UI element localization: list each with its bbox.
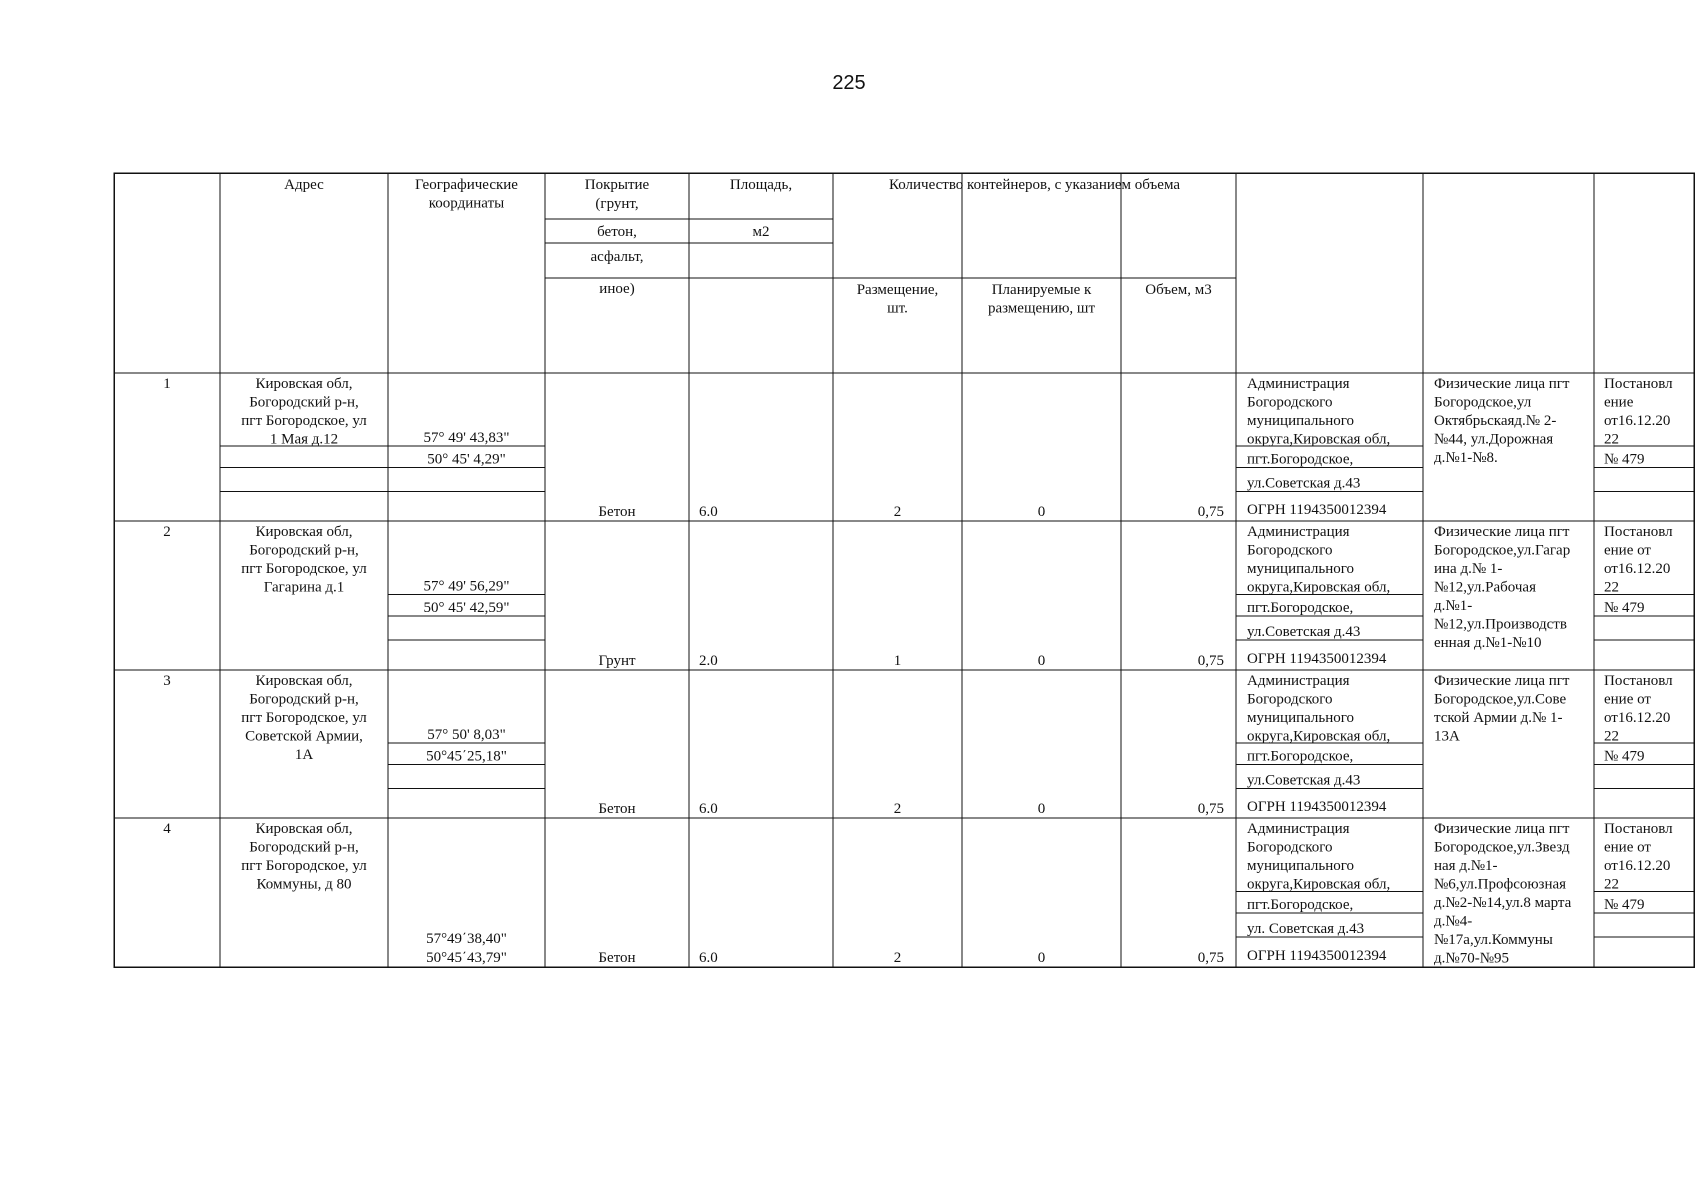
row-users: Физические лица пгт (1434, 376, 1570, 392)
row-owner: округа,Кировская обл, (1247, 728, 1391, 745)
row-surface: Грунт (598, 653, 636, 669)
row-surface: Бетон (598, 950, 636, 966)
row-coord: 50°45΄25,18" (426, 748, 507, 765)
row-owner: ул.Советская д.43 (1247, 624, 1361, 641)
row-address: Богородский р-н, (249, 394, 359, 411)
row-coord: 50°45΄43,79" (426, 950, 507, 966)
row-owner: Богородского (1247, 394, 1333, 411)
row-users: 13А (1434, 728, 1460, 745)
row-decree: 22 (1604, 579, 1619, 596)
row-area: 6.0 (699, 950, 718, 966)
row-decree: ение от (1604, 691, 1651, 708)
row-number: 1 (163, 376, 171, 392)
row-users: Богородское,ул.Гагар (1434, 542, 1571, 559)
row-number: 3 (163, 673, 171, 689)
row-decree: Постановл (1604, 821, 1673, 837)
row-owner: ул.Советская д.43 (1247, 475, 1361, 492)
row-address: пгт Богородское, ул (241, 710, 367, 726)
header-coords: Географические (415, 177, 518, 193)
row-owner: муниципального (1247, 561, 1355, 577)
row-volume: 0,75 (1197, 950, 1224, 966)
header-coords: координаты (428, 195, 505, 212)
row-users: Богородское,ул (1434, 394, 1532, 411)
row-address: Богородский р-н, (249, 691, 359, 708)
row-owner: ОГРН 1194350012394 (1247, 948, 1387, 964)
row-users: тской Армии д.№ 1- (1434, 710, 1563, 726)
row-address: Кировская обл, (255, 821, 353, 837)
row-planned: 0 (1037, 950, 1046, 966)
row-planned: 0 (1037, 504, 1046, 520)
row-address: Кировская обл, (255, 524, 353, 540)
row-owner: Администрация (1247, 376, 1350, 392)
row-address: Гагарина д.1 (263, 579, 345, 596)
row-owner: ул. Советская д.43 (1247, 921, 1365, 938)
row-address: Кировская обл, (255, 376, 353, 392)
row-volume: 0,75 (1197, 653, 1224, 669)
row-decree: от16.12.20 (1604, 858, 1671, 874)
row-address: Богородский р-н, (249, 542, 359, 559)
row-decree: ение (1604, 394, 1634, 411)
row-users: №6,ул.Профсоюзная (1434, 876, 1567, 893)
header-area: Площадь, (729, 177, 793, 193)
row-decree: от16.12.20 (1604, 561, 1671, 577)
row-decree: № 479 (1604, 600, 1645, 617)
row-owner: Администрация (1247, 821, 1350, 837)
row-decree: Постановл (1604, 524, 1673, 540)
row-owner: Администрация (1247, 673, 1350, 689)
row-coord: 57° 50' 8,03" (427, 726, 506, 743)
header-planned: Планируемые к (991, 282, 1092, 298)
header-containers: Количество контейнеров, с указанием объема (888, 177, 1181, 193)
row-placed: 1 (893, 653, 902, 669)
row-users: Октябрьскаяд.№ 2- (1434, 413, 1557, 429)
row-address: Советской Армии, (245, 728, 363, 745)
header-surface: бетон, (597, 224, 637, 240)
row-decree: № 479 (1604, 748, 1645, 765)
row-planned: 0 (1037, 653, 1046, 669)
header-volume: Объем, м3 (1145, 282, 1212, 298)
row-address: пгт Богородское, ул (241, 858, 367, 874)
row-owner: ОГРН 1194350012394 (1247, 502, 1387, 518)
row-decree: ение от (1604, 839, 1651, 856)
row-decree: № 479 (1604, 451, 1645, 468)
row-decree: № 479 (1604, 897, 1645, 914)
row-decree: Постановл (1604, 673, 1673, 689)
row-placed: 2 (893, 801, 902, 817)
row-users: Богородское,ул.Сове (1434, 691, 1567, 708)
row-users: д.№2-№14,ул.8 марта (1434, 895, 1572, 911)
header-area-unit: м2 (752, 224, 770, 240)
row-users: Богородское,ул.Звезд (1434, 839, 1570, 856)
row-area: 6.0 (699, 504, 718, 520)
row-address: 1 Мая д.12 (269, 431, 339, 448)
header-surface: (грунт, (595, 196, 639, 212)
row-placed: 2 (893, 504, 902, 520)
row-users: енная д.№1-№10 (1434, 635, 1542, 651)
row-volume: 0,75 (1197, 801, 1224, 817)
row-address: Коммуны, д 80 (256, 876, 352, 893)
header-planned: размещению, шт (987, 300, 1096, 317)
row-address: Кировская обл, (255, 673, 353, 689)
row-owner: округа,Кировская обл, (1247, 876, 1391, 893)
row-owner: пгт.Богородское, (1247, 451, 1354, 468)
header-surface: иное) (599, 281, 635, 297)
row-users: Физические лица пгт (1434, 821, 1570, 837)
row-owner: округа,Кировская обл, (1247, 431, 1391, 448)
row-users: д.№1-№8. (1434, 450, 1498, 466)
row-coord: 57° 49' 56,29" (423, 578, 510, 595)
row-decree: Постановл (1604, 376, 1673, 392)
row-users: №44, ул.Дорожная (1434, 431, 1554, 448)
row-coord: 57°49΄38,40" (426, 931, 507, 947)
row-owner: ул.Советская д.43 (1247, 772, 1361, 789)
row-owner: пгт.Богородское, (1247, 897, 1354, 914)
row-decree: 22 (1604, 431, 1619, 448)
header-address: Адрес (284, 177, 324, 193)
row-coord: 57° 49' 43,83" (423, 429, 510, 446)
row-owner: муниципального (1247, 413, 1355, 429)
header-surface: Покрытие (584, 177, 650, 193)
row-number: 2 (163, 524, 171, 540)
row-address: пгт Богородское, ул (241, 413, 367, 429)
row-address: 1А (294, 747, 314, 763)
row-owner: ОГРН 1194350012394 (1247, 651, 1387, 667)
row-address: Богородский р-н, (249, 839, 359, 856)
row-owner: Богородского (1247, 542, 1333, 559)
row-coord: 50° 45' 4,29" (427, 451, 506, 468)
header-placed: Размещение, (856, 282, 939, 298)
header-surface: асфальт, (590, 249, 644, 265)
row-owner: пгт.Богородское, (1247, 748, 1354, 765)
row-decree: от16.12.20 (1604, 710, 1671, 726)
page-number: 225 (832, 72, 866, 94)
row-owner: муниципального (1247, 858, 1355, 874)
row-users: Физические лица пгт (1434, 524, 1570, 540)
row-users: д.№1- (1434, 598, 1473, 614)
row-planned: 0 (1037, 801, 1046, 817)
row-owner: Администрация (1247, 524, 1350, 540)
table-text (163, 177, 1673, 967)
row-volume: 0,75 (1197, 504, 1224, 520)
row-number: 4 (163, 821, 171, 837)
row-users: №12,ул.Производств (1434, 616, 1567, 633)
row-area: 6.0 (699, 801, 718, 817)
row-coord: 50° 45' 42,59" (423, 600, 510, 617)
row-users: ина д.№ 1- (1434, 561, 1503, 577)
row-users: №17а,ул.Коммуны (1434, 932, 1553, 948)
row-surface: Бетон (598, 504, 636, 520)
row-placed: 2 (893, 950, 902, 966)
row-owner: пгт.Богородское, (1247, 600, 1354, 617)
row-decree: 22 (1604, 876, 1619, 893)
row-address: пгт Богородское, ул (241, 561, 367, 577)
row-owner: Богородского (1247, 839, 1333, 856)
row-users: д.№4- (1434, 913, 1473, 930)
row-decree: от16.12.20 (1604, 413, 1671, 429)
row-users: ная д.№1- (1434, 858, 1498, 874)
row-area: 2.0 (699, 653, 718, 669)
row-users: д.№70-№95 (1434, 950, 1509, 967)
header-placed: шт. (887, 300, 908, 317)
row-owner: округа,Кировская обл, (1247, 579, 1391, 596)
row-owner: ОГРН 1194350012394 (1247, 799, 1387, 815)
row-users: №12,ул.Рабочая (1434, 579, 1536, 596)
row-users: Физические лица пгт (1434, 673, 1570, 689)
row-surface: Бетон (598, 801, 636, 817)
row-owner: муниципального (1247, 710, 1355, 726)
row-decree: 22 (1604, 728, 1619, 745)
row-decree: ение от (1604, 542, 1651, 559)
row-owner: Богородского (1247, 691, 1333, 708)
